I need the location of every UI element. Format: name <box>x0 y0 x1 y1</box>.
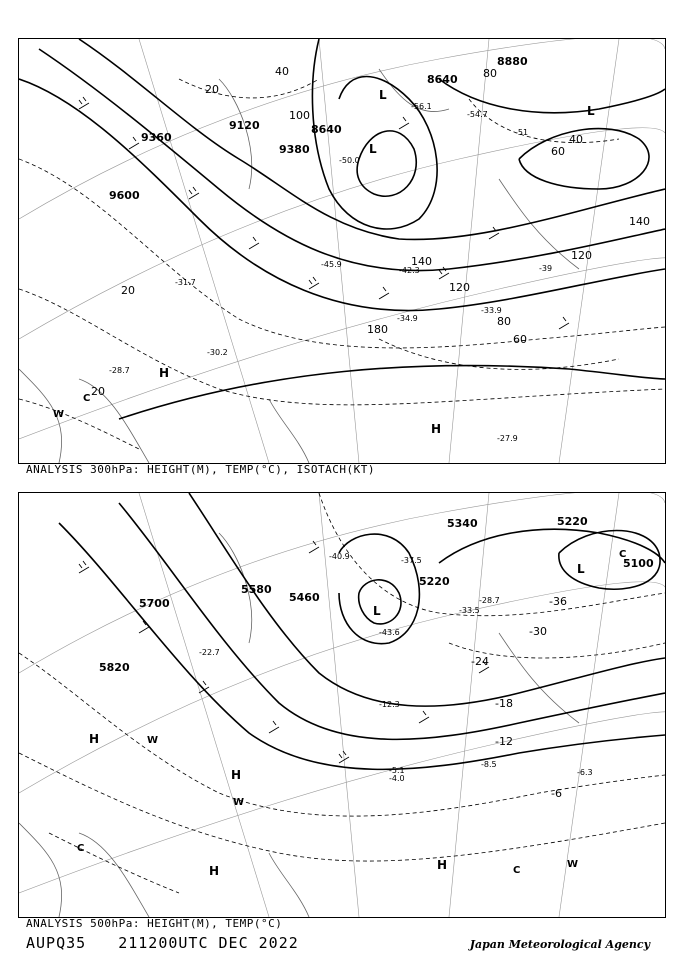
isotach-label: 80 <box>497 315 511 328</box>
isotach-label: 40 <box>275 65 289 78</box>
temp-label: -4.0 <box>389 774 405 783</box>
chart-300hpa <box>18 38 666 464</box>
height-label: 9380 <box>279 143 310 156</box>
isotherm-label: -24 <box>471 655 489 668</box>
isotach-label: 140 <box>629 215 650 228</box>
temp-label: -8.5 <box>481 760 497 769</box>
height-label: 5580 <box>241 583 272 596</box>
isotherm-label: -36 <box>549 595 567 608</box>
temp-label: -43.6 <box>379 628 400 637</box>
isotach-label: 100 <box>289 109 310 122</box>
isotach-label: 180 <box>367 323 388 336</box>
isotach-label: 20 <box>121 284 135 297</box>
low-center-symbol: L <box>379 88 387 102</box>
isotach-label: 20 <box>91 385 105 398</box>
height-label: 5220 <box>419 575 450 588</box>
graticule <box>19 39 665 463</box>
isotach-label: 60 <box>513 333 527 346</box>
isotach-label: 120 <box>449 281 470 294</box>
isotach-label: 140 <box>411 255 432 268</box>
warm-center-symbol: W <box>567 859 579 870</box>
temp-label: -28.7 <box>109 366 130 375</box>
high-center-symbol: H <box>209 864 220 878</box>
cold-center-symbol: C <box>77 843 85 854</box>
temp-label: -34.9 <box>397 314 418 323</box>
low-center-symbol: L <box>373 604 381 618</box>
map-500hpa <box>19 493 665 917</box>
height-label: 8880 <box>497 55 528 68</box>
temp-label: -56.1 <box>411 102 432 111</box>
temp-label: -12.3 <box>379 700 400 709</box>
caption-300hpa: ANALYSIS 300hPa: HEIGHT(M), TEMP(°C), ISOTACH(KT) <box>26 463 376 476</box>
height-label: 8640 <box>427 73 458 86</box>
isotherm-label: -12 <box>495 735 513 748</box>
temp-label: -39 <box>539 264 553 273</box>
high-center-symbol: H <box>431 422 442 436</box>
temp-label: -37.5 <box>401 556 422 565</box>
temp-label: -28.7 <box>479 596 500 605</box>
warm-center-symbol: W <box>147 735 159 746</box>
high-center-symbol: H <box>231 768 242 782</box>
temp-label: -42.3 <box>399 266 420 275</box>
chart-code: AUPQ35 <box>26 934 87 952</box>
height-label: 9600 <box>109 189 140 202</box>
temp-label: -54.7 <box>467 110 488 119</box>
chart-identifier <box>26 934 321 952</box>
temp-label: -22.7 <box>199 648 220 657</box>
low-center-symbol: L <box>577 562 585 576</box>
isotach-label: 40 <box>569 133 583 146</box>
high-center-symbol: H <box>159 366 170 380</box>
cold-center-symbol: C <box>83 393 91 404</box>
temp-label: -31.7 <box>175 278 196 287</box>
height-label: 5820 <box>99 661 130 674</box>
agency-credit: Japan Meteorological Agency <box>469 938 650 951</box>
temp-label: -50.0 <box>339 156 360 165</box>
low-center-symbol: L <box>587 104 595 118</box>
isotherm-label: -30 <box>529 625 547 638</box>
height-label: 5340 <box>447 517 478 530</box>
temp-label: -33.9 <box>481 306 502 315</box>
height-contours <box>19 39 665 419</box>
caption-500hpa: ANALYSIS 500hPa: HEIGHT(M), TEMP(°C) <box>26 917 283 930</box>
height-label: 8640 <box>311 123 342 136</box>
height-label: 9120 <box>229 119 260 132</box>
cold-center-symbol: C <box>513 865 521 876</box>
temp-label: -33.5 <box>459 606 480 615</box>
valid-time: 211200UTC DEC 2022 <box>118 934 299 952</box>
warm-center-symbol: W <box>53 409 65 420</box>
low-center-symbol: L <box>369 142 377 156</box>
cold-center-symbol: C <box>619 549 627 560</box>
map-300hpa <box>19 39 665 463</box>
temp-label: -45.9 <box>321 260 342 269</box>
high-center-symbol: H <box>437 858 448 872</box>
height-label: 5100 <box>623 557 654 570</box>
isotach-label: 80 <box>483 67 497 80</box>
high-center-symbol: H <box>89 732 100 746</box>
isotherm-label: -6 <box>551 787 562 800</box>
isotach-label: 20 <box>205 83 219 96</box>
height-label: 5220 <box>557 515 588 528</box>
height-contours <box>59 493 665 769</box>
isotach-label: 120 <box>571 249 592 262</box>
temp-label: -5.1 <box>389 766 405 775</box>
temp-label: -30.2 <box>207 348 228 357</box>
temp-label: -27.9 <box>497 434 518 443</box>
warm-center-symbol: W <box>233 797 245 808</box>
chart-500hpa <box>18 492 666 918</box>
height-label: 9360 <box>141 131 172 144</box>
height-label: 5460 <box>289 591 320 604</box>
isotach-label: 60 <box>551 145 565 158</box>
temp-label: -6.3 <box>577 768 593 777</box>
temp-label: -40.9 <box>329 552 350 561</box>
height-label: 5700 <box>139 597 170 610</box>
isotherm-label: -18 <box>495 697 513 710</box>
temp-label: -51 <box>515 128 529 137</box>
